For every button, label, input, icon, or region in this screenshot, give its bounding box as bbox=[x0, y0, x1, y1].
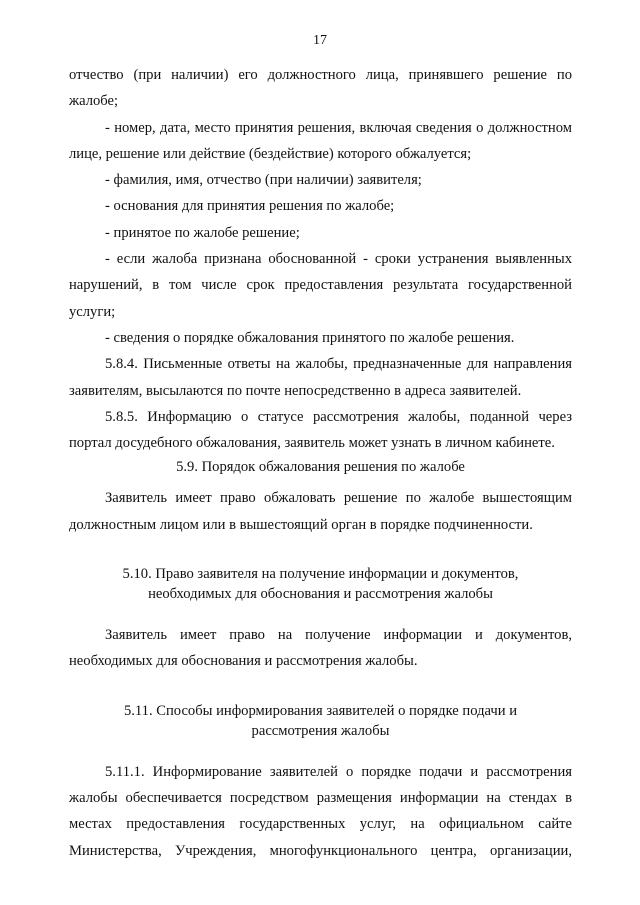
heading-5-10-line1: 5.10. Право заявителя на получение информации и документов, bbox=[122, 566, 519, 583]
paragraph-5-8-5: 5.8.5. Информацию о статусе рассмотрения жалобы, поданной через портал досудебного обжалования, заявитель может узнать в личном кабинете. bbox=[69, 408, 572, 452]
heading-5-10-line2: необходимых для обоснования и рассмотрения жалобы bbox=[148, 586, 493, 603]
heading-5-10 bbox=[69, 564, 572, 604]
paragraph-decision-grounds: - основания для принятия решения по жалобе; bbox=[105, 198, 395, 215]
paragraph-complainant-official-name: отчество (при наличии) его должностного лица, принявшего решение по жалобе; bbox=[69, 67, 572, 110]
paragraph-appeal-procedure: - сведения о порядке обжалования принятого по жалобе решения. bbox=[105, 329, 515, 346]
heading-5-11-line2: рассмотрения жалобы bbox=[251, 722, 390, 739]
heading-5-11-line1: 5.11. Способы информирования заявителей о порядке подачи и bbox=[123, 702, 518, 719]
heading-5-9: 5.9. Порядок обжалования решения по жалобе bbox=[176, 459, 465, 476]
paragraph-decision-taken: - принятое по жалобе решение; bbox=[105, 224, 300, 241]
paragraph-5-11-1: 5.11.1. Информирование заявителей о порядке подачи и рассмотрения жалобы обеспечивается посредством размещения информации на стендах в местах предоставления государственных услуг, на официальном сайте Министерства, Учреждения, многофункционального центра, организации, bbox=[69, 763, 572, 859]
heading-5-11 bbox=[69, 701, 572, 741]
paragraph-5-10-body: Заявитель имеет право на получение информации и документов, необходимых для обоснования и рассмотрения жалобы. bbox=[69, 627, 572, 670]
paragraph-5-9-body: Заявитель имеет право обжаловать решение по жалобе вышестоящим должностным лицом или в вышестоящий орган в порядке подчиненности. bbox=[69, 490, 572, 533]
document-body bbox=[69, 62, 572, 864]
paragraph-applicant-name: - фамилия, имя, отчество (при наличии) заявителя; bbox=[105, 172, 422, 189]
paragraph-5-8-4: 5.8.4. Письменные ответы на жалобы, предназначенные для направления заявителям, высылаются по почте непосредственно в адреса заявителей. bbox=[69, 356, 572, 399]
page-number: 17 bbox=[313, 33, 327, 48]
paragraph-violation-deadlines: - если жалоба признана обоснованной - сроки устранения выявленных нарушений, в том числе срок предоставления результата государственной услуги; bbox=[69, 251, 572, 320]
paragraph-decision-details: - номер, дата, место принятия решения, включая сведения о должностном лице, решение или действие (бездействие) которого обжалуется; bbox=[69, 119, 572, 162]
